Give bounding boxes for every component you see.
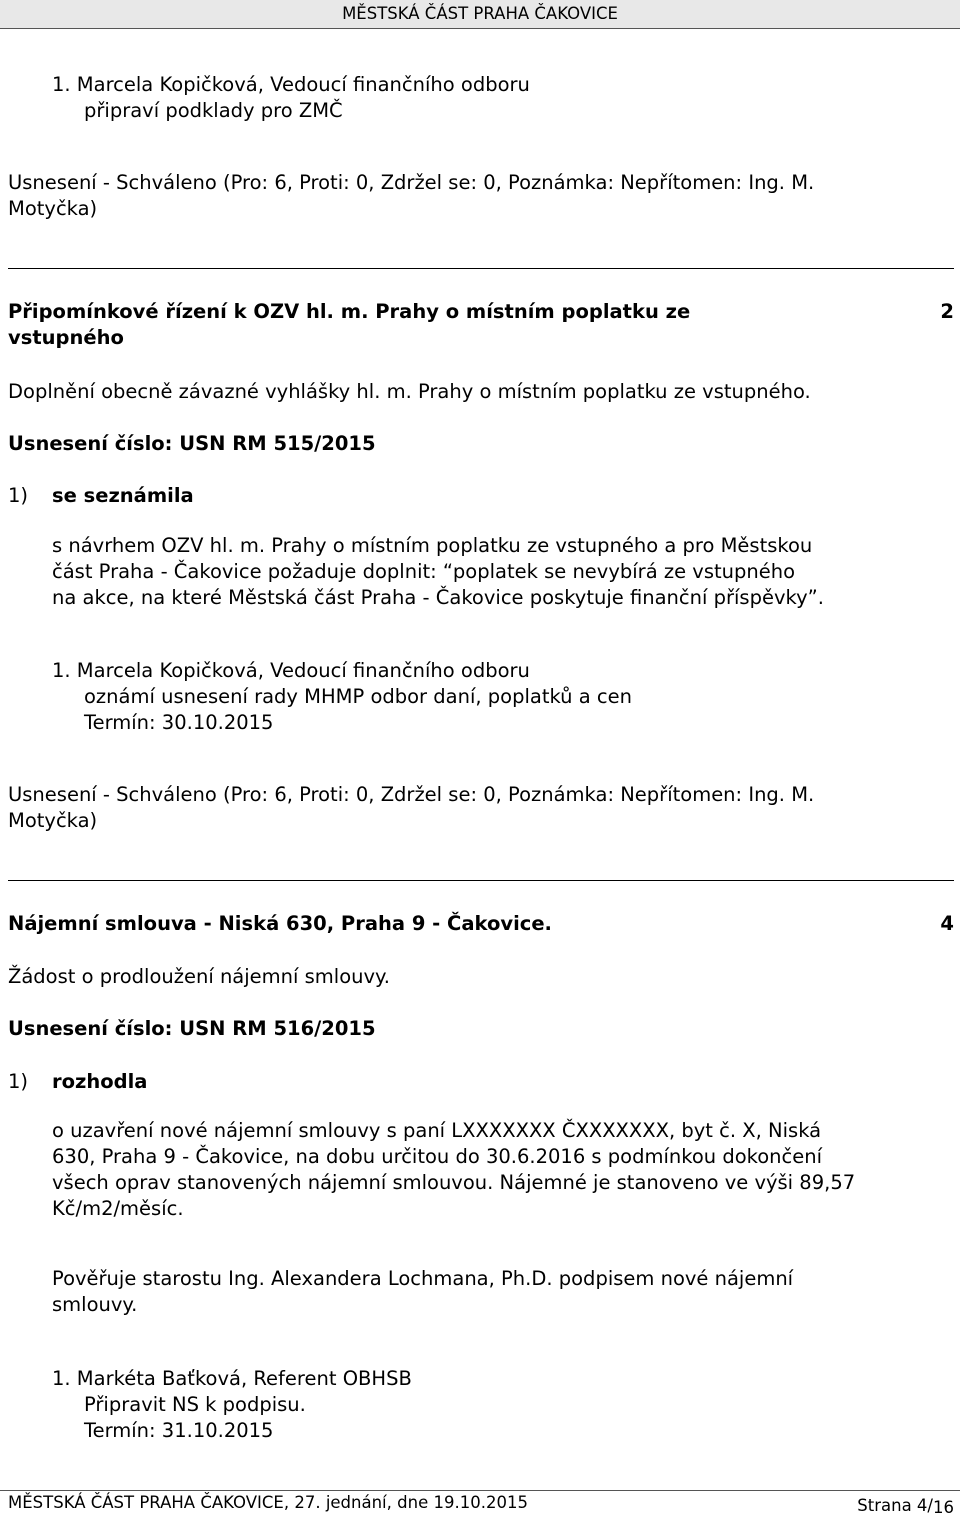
item-description: Žádost o prodloužení nájemní smlouvy. — [8, 965, 390, 988]
task-line: 1. Marcela Kopičková, Vedoucí finančního odboru — [52, 73, 530, 96]
item-number: 4 — [940, 912, 954, 935]
section-divider — [8, 268, 954, 269]
resolution-text-part: na akce, na které Městská část Praha - Čakovice poskytuje finanční příspěvky — [52, 586, 808, 609]
section-divider — [8, 880, 954, 881]
task-line: 1. Markéta Baťková, Referent OBHSB — [52, 1367, 412, 1390]
item-title: Nájemní smlouva - Niská 630, Praha 9 - Čakovice. — [8, 912, 552, 935]
resolution-text-part: . — [817, 586, 824, 609]
page-header — [0, 0, 960, 29]
resolution-text — [52, 559, 795, 585]
vote-result: Motyčka) — [8, 197, 98, 220]
resolution-number: Usnesení číslo: USN RM 516/2015 — [8, 1017, 376, 1040]
vote-result: Usnesení - Schváleno (Pro: 6, Proti: 0, Zdržel se: 0, Poznámka: Nepřítomen: Ing. M. — [8, 783, 815, 806]
page-total: 16 — [933, 1498, 954, 1517]
header-title: MĚSTSKÁ ČÁST PRAHA ČAKOVICE — [342, 4, 618, 23]
task-line: 1. Marcela Kopičková, Vedoucí finančního odboru — [52, 659, 530, 682]
point-number: 1) — [8, 484, 29, 507]
resolution-text-part: poplatek se nevybírá ze vstupného — [452, 560, 796, 583]
point-number: 1) — [8, 1070, 29, 1093]
page-label: Strana 4/ — [857, 1496, 933, 1515]
page-indicator — [857, 1495, 954, 1517]
item-title: vstupného — [8, 326, 124, 349]
resolution-text — [52, 585, 824, 611]
task-deadline: Termín: 30.10.2015 — [84, 711, 274, 734]
quote-mark-icon: “ — [442, 560, 454, 583]
resolution-number: Usnesení číslo: USN RM 515/2015 — [8, 432, 376, 455]
task-line: oznámí usnesení rady MHMP odbor daní, poplatků a cen — [84, 685, 632, 708]
footer-meeting-info: MĚSTSKÁ ČÁST PRAHA ČAKOVICE, 27. jednání, dne 19.10.2015 — [8, 1493, 528, 1512]
resolution-text: Pověřuje starostu Ing. Alexandera Lochmana, Ph.D. podpisem nové nájemní — [52, 1267, 794, 1290]
task-line: připraví podklady pro ZMČ — [84, 99, 343, 122]
resolution-text: s návrhem OZV hl. m. Prahy o místním poplatku ze vstupného a pro Městskou — [52, 534, 813, 557]
resolution-text: 630, Praha 9 - Čakovice, na dobu určitou do 30.6.2016 s podmínkou dokončení — [52, 1145, 823, 1168]
point-label: se seznámila — [52, 484, 194, 507]
task-deadline: Termín: 31.10.2015 — [84, 1419, 274, 1442]
vote-result: Usnesení - Schváleno (Pro: 6, Proti: 0, Zdržel se: 0, Poznámka: Nepřítomen: Ing. M. — [8, 171, 815, 194]
point-label: rozhodla — [52, 1070, 148, 1093]
resolution-text: o uzavření nové nájemní smlouvy s paní LXXXXXXX ČXXXXXXX, byt č. X, Niská — [52, 1119, 822, 1142]
resolution-text: Kč/m2/měsíc. — [52, 1197, 184, 1220]
footer-divider — [0, 1490, 960, 1491]
resolution-text: všech oprav stanovených nájemní smlouvou. Nájemné je stanoveno ve výši 89,57 — [52, 1171, 856, 1194]
resolution-text: smlouvy. — [52, 1293, 138, 1316]
vote-result: Motyčka) — [8, 809, 98, 832]
item-title: Připomínkové řízení k OZV hl. m. Prahy o místním poplatku ze — [8, 300, 691, 323]
item-description: Doplnění obecně závazné vyhlášky hl. m. Prahy o místním poplatku ze vstupného. — [8, 380, 811, 403]
resolution-text-part: část Praha - Čakovice požaduje doplnit: — [52, 560, 443, 583]
task-line: Připravit NS k podpisu. — [84, 1393, 306, 1416]
quote-mark-icon: ” — [807, 586, 818, 609]
item-number: 2 — [940, 300, 954, 323]
